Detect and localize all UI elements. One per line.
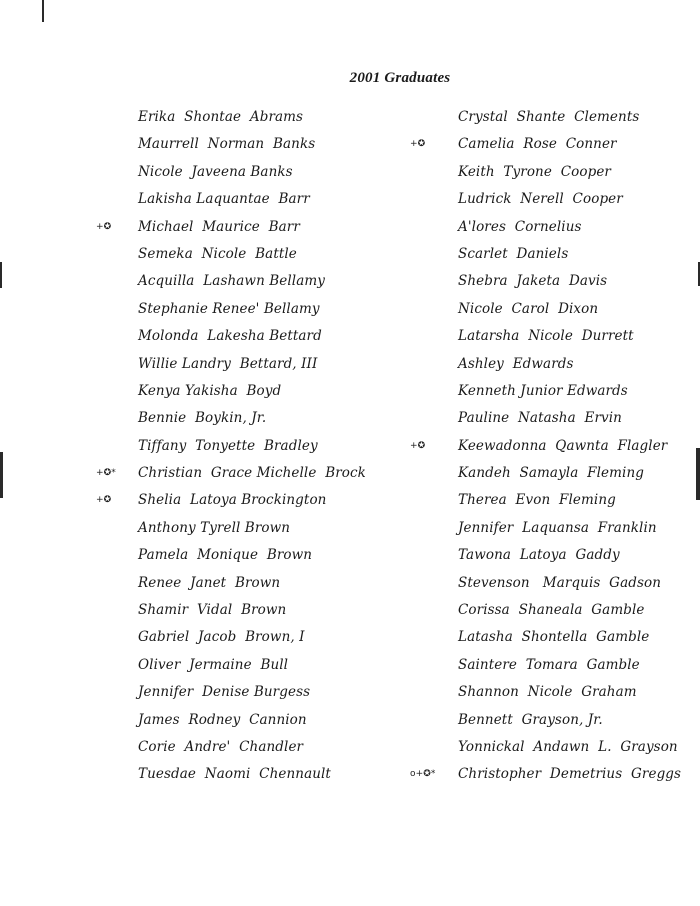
graduate-name: Crystal Shante Clements xyxy=(458,109,640,125)
graduate-entry xyxy=(138,323,398,350)
graduate-name: Keewadonna Qawnta Flagler xyxy=(458,437,668,454)
graduate-name: Stevenson Marquis Gadson xyxy=(458,574,662,591)
graduate-name: Maurrell Norman Banks xyxy=(138,136,316,153)
graduate-name: Camelia Rose Conner xyxy=(458,136,617,153)
graduate-entry xyxy=(410,131,698,158)
graduate-entry xyxy=(458,351,698,378)
graduate-name: Michael Maurice Barr xyxy=(138,218,300,235)
graduate-name: Stephanie Renee' Bellamy xyxy=(138,300,320,317)
graduate-entry xyxy=(458,679,698,706)
graduate-name: Lakisha Laquantae Barr xyxy=(138,191,310,208)
graduate-entry xyxy=(458,323,698,350)
honor-marker-icon: +✪ xyxy=(96,221,112,232)
graduate-name: Corissa Shaneala Gamble xyxy=(458,602,645,619)
graduate-entry xyxy=(458,652,698,679)
graduate-entry xyxy=(458,542,698,569)
graduate-name: Shannon Nicole Graham xyxy=(458,684,637,701)
graduate-entry xyxy=(96,487,398,514)
graduate-entry xyxy=(458,159,698,186)
graduates-left-column xyxy=(96,104,398,789)
graduate-name: Semeka Nicole Battle xyxy=(138,245,297,262)
graduate-entry xyxy=(458,624,698,651)
graduate-entry xyxy=(138,351,398,378)
graduate-entry xyxy=(138,104,398,131)
graduate-name: Renee Janet Brown xyxy=(138,574,281,591)
graduate-entry xyxy=(96,214,398,241)
graduate-name: Shelia Latoya Brockington xyxy=(138,492,327,509)
graduate-entry xyxy=(458,405,698,432)
graduate-entry xyxy=(138,734,398,761)
graduate-entry xyxy=(138,570,398,597)
graduate-name: Molonda Lakesha Bettard xyxy=(138,328,322,345)
graduate-entry xyxy=(138,241,398,268)
graduate-name: Tiffany Tonyette Bradley xyxy=(138,437,318,454)
graduate-entry xyxy=(458,104,698,131)
graduate-entry xyxy=(458,214,698,241)
graduate-name: Nicole Carol Dixon xyxy=(458,300,599,317)
graduate-name: Shebra Jaketa Davis xyxy=(458,273,608,290)
graduate-entry xyxy=(138,679,398,706)
graduate-name: Corie Andre' Chandler xyxy=(138,738,304,755)
graduate-entry xyxy=(410,761,698,788)
scan-edge-mark xyxy=(0,262,2,288)
graduate-entry xyxy=(458,515,698,542)
graduate-entry xyxy=(458,296,698,323)
honor-marker-icon: o+✪* xyxy=(410,769,436,780)
scan-edge-mark xyxy=(0,452,3,498)
graduate-entry xyxy=(138,624,398,651)
graduate-entry xyxy=(138,405,398,432)
graduate-name: Jennifer Denise Burgess xyxy=(138,684,311,701)
graduate-entry xyxy=(138,652,398,679)
graduate-name: James Rodney Cannion xyxy=(138,711,307,728)
graduate-name: Therea Evon Fleming xyxy=(458,492,616,509)
honor-marker-icon: +✪ xyxy=(410,139,426,150)
graduate-entry xyxy=(458,460,698,487)
graduate-name: A'lores Cornelius xyxy=(458,218,582,235)
honor-marker-icon: +✪* xyxy=(96,468,116,479)
graduate-name: Saintere Tomara Gamble xyxy=(458,656,640,673)
graduate-entry xyxy=(138,433,398,460)
graduate-entry xyxy=(138,597,398,624)
graduate-entry xyxy=(138,131,398,158)
graduate-name: Kandeh Samayla Fleming xyxy=(458,465,644,482)
graduate-name: Pauline Natasha Ervin xyxy=(458,410,622,427)
graduate-name: Bennie Boykin, Jr. xyxy=(138,410,267,427)
graduate-name: Anthony Tyrell Brown xyxy=(138,519,291,536)
scan-edge-mark xyxy=(42,0,44,22)
graduate-entry xyxy=(458,487,698,514)
graduate-name: Nicole Javeena Banks xyxy=(138,163,293,180)
graduate-entry xyxy=(410,433,698,460)
graduates-right-column xyxy=(410,104,698,789)
graduate-entry xyxy=(138,761,398,788)
graduate-name: Yonnickal Andawn L. Grayson xyxy=(458,738,678,755)
honor-marker-icon: +✪ xyxy=(410,440,426,451)
graduate-name: Bennett Grayson, Jr. xyxy=(458,711,603,728)
graduate-name: Pamela Monique Brown xyxy=(138,547,313,564)
graduate-entry xyxy=(138,296,398,323)
graduate-entry xyxy=(138,268,398,295)
graduate-entry xyxy=(458,597,698,624)
graduate-entry xyxy=(458,707,698,734)
graduate-name: Oliver Jermaine Bull xyxy=(138,656,289,673)
graduate-name: Ludrick Nerell Cooper xyxy=(458,191,623,208)
graduate-entry xyxy=(458,734,698,761)
graduate-entry xyxy=(458,378,698,405)
graduate-name: Kenya Yakisha Boyd xyxy=(138,382,282,399)
graduate-entry xyxy=(138,707,398,734)
graduate-name: Christopher Demetrius Greggs xyxy=(458,766,682,783)
graduate-entry xyxy=(458,186,698,213)
graduate-name: Keith Tyrone Cooper xyxy=(458,163,611,180)
graduate-name: Shamir Vidal Brown xyxy=(138,602,287,619)
graduate-entry xyxy=(138,186,398,213)
graduate-name: Tuesdae Naomi Chennault xyxy=(138,766,331,783)
graduate-name: Latasha Shontella Gamble xyxy=(458,629,650,646)
graduate-name: Acquilla Lashawn Bellamy xyxy=(138,273,325,290)
graduate-entry xyxy=(458,570,698,597)
graduate-name: Erika Shontae Abrams xyxy=(138,109,304,125)
graduate-name: Kenneth Junior Edwards xyxy=(458,382,628,399)
graduate-entry xyxy=(138,542,398,569)
graduate-entry xyxy=(458,241,698,268)
graduate-entry xyxy=(138,515,398,542)
page-title: 2001 Graduates xyxy=(349,70,451,86)
graduate-name: Ashley Edwards xyxy=(458,355,574,372)
graduate-name: Scarlet Daniels xyxy=(458,245,569,262)
graduate-name: Gabriel Jacob Brown, I xyxy=(138,629,305,646)
graduate-entry xyxy=(458,268,698,295)
graduate-entry xyxy=(138,378,398,405)
graduate-name: Christian Grace Michelle Brock xyxy=(138,465,366,482)
graduate-entry xyxy=(96,460,398,487)
graduate-name: Willie Landry Bettard, III xyxy=(138,355,318,372)
graduate-name: Tawona Latoya Gaddy xyxy=(458,547,620,564)
graduate-entry xyxy=(138,159,398,186)
honor-marker-icon: +✪ xyxy=(96,495,112,506)
graduate-name: Jennifer Laquansa Franklin xyxy=(458,519,657,536)
graduate-name: Latarsha Nicole Durrett xyxy=(458,328,634,345)
